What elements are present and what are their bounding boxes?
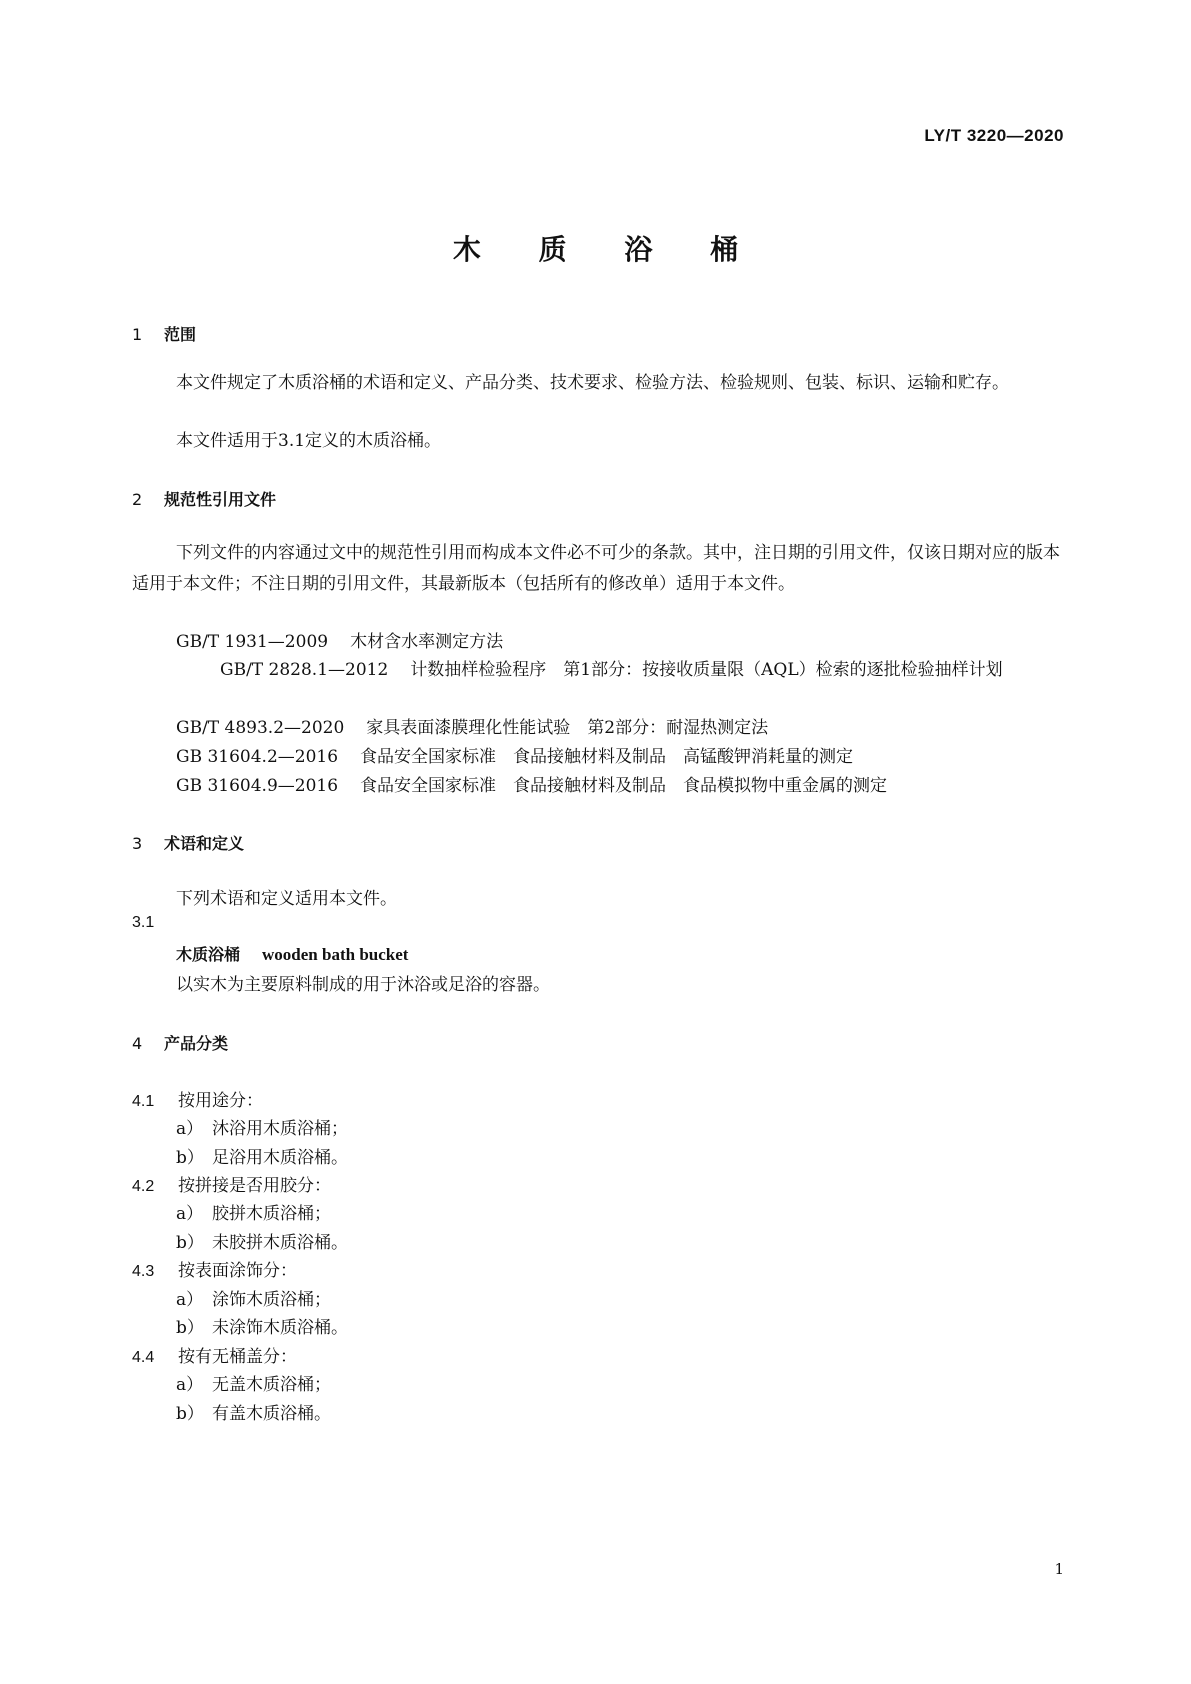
list-text: 未涂饰木质浴桶。 xyxy=(212,1318,348,1338)
standard-code: LY/T 3220—2020 xyxy=(924,126,1064,145)
subsection-heading xyxy=(132,1086,263,1111)
list-text: 无盖木质浴桶； xyxy=(212,1375,331,1395)
list-marker: a） xyxy=(176,1375,204,1395)
reference-code: GB 31604.9—2016 xyxy=(176,776,339,796)
subsection-label: 按拼接是否用胶分： xyxy=(178,1176,331,1196)
section-1-paragraph-1: 本文件规定了木质浴桶的术语和定义、产品分类、技术要求、检验方法、检验规则、包装、标识、运输和贮存。 xyxy=(176,373,1009,393)
subsection-heading xyxy=(132,1256,297,1281)
list-item xyxy=(176,1399,331,1424)
list-text: 涂饰木质浴桶； xyxy=(212,1290,331,1310)
reference-item xyxy=(176,742,853,767)
list-text: 有盖木质浴桶。 xyxy=(212,1404,331,1424)
term-chinese: 木质浴桶 xyxy=(176,945,241,964)
section-title: 规范性引用文件 xyxy=(164,490,277,509)
list-item xyxy=(176,1143,348,1168)
list-marker: a） xyxy=(176,1119,204,1139)
reference-code: GB/T 4893.2—2020 xyxy=(176,718,345,738)
reference-title: 计数抽样检验程序 第1部分：按接收质量限（AQL）检索的逐批检验抽样计划 xyxy=(410,660,1003,680)
reference-item xyxy=(176,771,887,796)
section-number: 2 xyxy=(132,490,143,509)
subsection-number: 4.1 xyxy=(132,1093,155,1110)
reference-code: GB/T 2828.1—2012 xyxy=(220,660,389,680)
section-title: 术语和定义 xyxy=(164,834,245,853)
page-number: 1 xyxy=(1054,1560,1064,1578)
term-english: wooden bath bucket xyxy=(262,945,409,964)
list-marker: b） xyxy=(176,1233,204,1253)
section-2-heading xyxy=(132,487,276,510)
list-item xyxy=(176,1114,348,1139)
reference-title: 食品安全国家标准 食品接触材料及制品 食品模拟物中重金属的测定 xyxy=(360,776,888,796)
section-1-paragraph-2: 本文件适用于3.1定义的木质浴桶。 xyxy=(176,431,442,451)
list-text: 胶拼木质浴桶； xyxy=(212,1204,331,1224)
reference-code: GB 31604.2—2016 xyxy=(176,747,339,767)
list-item xyxy=(176,1285,331,1310)
section-3-heading xyxy=(132,831,244,854)
list-marker: a） xyxy=(176,1204,204,1224)
reference-item xyxy=(176,627,503,652)
section-number: 1 xyxy=(132,325,143,344)
section-3-intro: 下列术语和定义适用本文件。 xyxy=(176,889,397,909)
list-text: 沐浴用木质浴桶； xyxy=(212,1119,348,1139)
section-title: 范围 xyxy=(164,325,197,344)
reference-item xyxy=(176,713,768,738)
section-number: 3 xyxy=(132,834,143,853)
list-marker: a） xyxy=(176,1290,204,1310)
reference-title: 家具表面漆膜理化性能试验 第2部分：耐湿热测定法 xyxy=(366,718,769,738)
subsection-label: 按表面涂饰分： xyxy=(178,1261,297,1281)
list-marker: b） xyxy=(176,1148,204,1168)
list-item xyxy=(176,1370,331,1395)
subsection-heading xyxy=(132,1171,331,1196)
reference-item xyxy=(132,655,1060,686)
list-item xyxy=(176,1228,348,1253)
subsection-number: 4.4 xyxy=(132,1349,155,1366)
subsection-heading xyxy=(132,1342,297,1367)
term-definition: 以实木为主要原料制成的用于沐浴或足浴的容器。 xyxy=(176,975,550,995)
reference-title: 木材含水率测定方法 xyxy=(350,632,504,652)
section-2-intro: 下列文件的内容通过文中的规范性引用而构成本文件必不可少的条款。其中，注日期的引用文件，仅该日期对应的版本适用于本文件；不注日期的引用文件，其最新版本（包括所有的修改单）适用于本文件。 xyxy=(132,543,1060,594)
list-item xyxy=(176,1313,348,1338)
list-marker: b） xyxy=(176,1318,204,1338)
reference-code: GB/T 1931—2009 xyxy=(176,632,329,652)
list-text: 足浴用木质浴桶。 xyxy=(212,1148,348,1168)
document-title: 木 质 浴 桶 xyxy=(452,233,763,266)
subsection-number: 4.3 xyxy=(132,1263,155,1280)
term-entry xyxy=(176,942,408,965)
section-number: 4 xyxy=(132,1034,143,1053)
subsection-label: 按用途分： xyxy=(178,1091,263,1111)
reference-title: 食品安全国家标准 食品接触材料及制品 高锰酸钾消耗量的测定 xyxy=(360,747,854,767)
list-item xyxy=(176,1199,331,1224)
subsection-label: 按有无桶盖分： xyxy=(178,1347,297,1367)
section-1-heading xyxy=(132,322,196,345)
list-text: 未胶拼木质浴桶。 xyxy=(212,1233,348,1253)
section-4-heading xyxy=(132,1031,228,1054)
section-title: 产品分类 xyxy=(164,1034,229,1053)
subsection-number: 4.2 xyxy=(132,1178,155,1195)
term-number: 3.1 xyxy=(132,914,155,931)
list-marker: b） xyxy=(176,1404,204,1424)
